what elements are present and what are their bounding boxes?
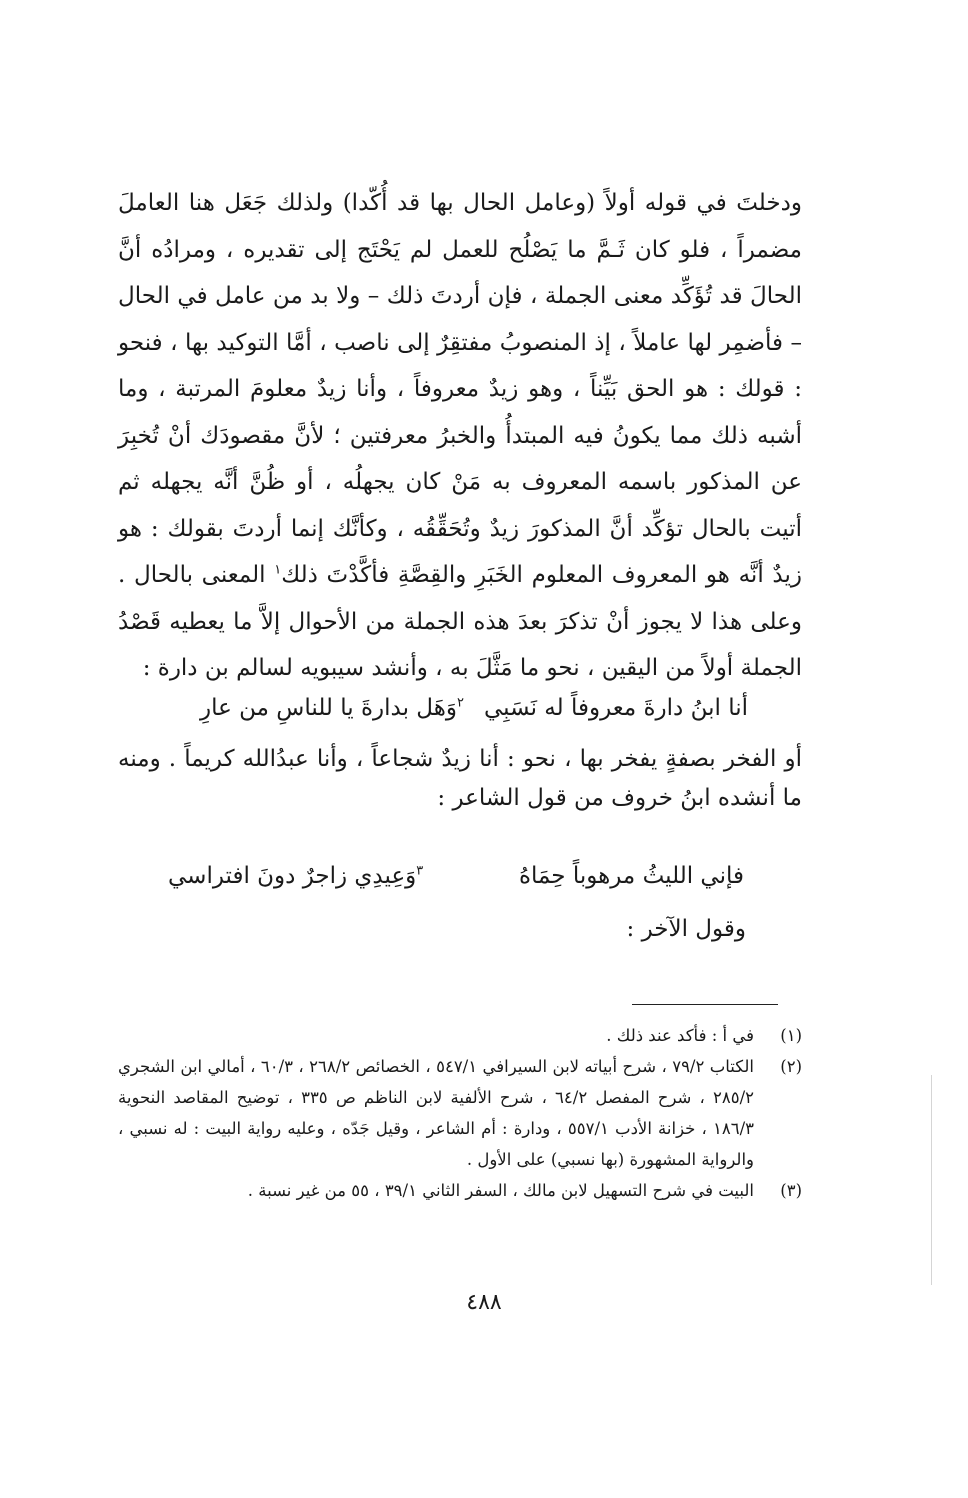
verse-1-first-hemistich: أنا ابنُ دارةَ معروفاً له نَسَبِي [483, 695, 748, 721]
footnotes [118, 1020, 802, 1206]
footnote-3 [118, 1175, 802, 1206]
footnote-number: (٣) [780, 1181, 802, 1200]
verse-2-first-hemistich: فإني الليثُ مرهوباً حِمَاهُ [518, 863, 744, 889]
footnote-2 [118, 1051, 802, 1175]
page-number: ٤٨٨ [466, 1290, 502, 1315]
footnote-ref-3: ٣ [416, 863, 424, 879]
footnote-text: في أ : فأكد عند ذلك . [606, 1026, 754, 1045]
paragraph-2: أو الفخر بصفةٍ يفخر بها ، نحو : أنا زيدٌ شجاعاً ، وأنا عبدُالله كريماً . ومنه ما أنشده ابنُ خروف من قول الشاعر : [118, 746, 802, 811]
footnote-1 [118, 1020, 802, 1051]
footnote-ref-2: ٢ [456, 695, 464, 711]
paragraph-text: ودخلتَ في قوله أولاً (وعامل الحال بها قد أُكّدا) ولذلك جَعَل هنا العاملَ مضمراً ، فلو كان ثَـمَّ ما يَصْلُح للعمل لم يَحْتَج إلى تقديره ، ومرادُه أنَّ الحالَ قد تُؤَكِّد معنى الجملة ، فإن أردتَ ذلك – ولا بد من عامل في الحال – فأضمِر لها عاملاً ، إذ المنصوبُ مفتقِرٌ إلى ناصب ، أمَّا التوكيد بها ، فنحو : قولك : هو الحق بَيِّناً ، وهو زيدٌ معروفاً ، وأنا زيدٌ معلومَ المرتبة ، وما أشبه ذلك مما يكونُ فيه المبتدأُ والخبرُ معرفتين ؛ لأنَّ مقصودَك أنْ تُخبِرَ عن المذكور باسمه المعروف به مَنْ كان يجهلُه ، أو ظُنَّ أنَّه يجهله ثم أتيت بالحال تؤكِّد أنَّ المذكورَ زيدٌ وتُحَقِّقُه ، وكأنَّك إنما أردتَ بقولك : هو زيدٌ أنَّه هو المعروف المعلوم الخَبَرِ والقِصَّةِ فأكَّدْتَ ذلك [118, 190, 802, 588]
scan-margin-line [931, 1075, 932, 1285]
paragraph-text-tail: المعنى بالحال . وعلى هذا لا يجوز أنْ تذكرَ بعدَ هذه الجملة من الأحوال إلاَّ ما يعطيه قَصْدُ الجملة أولاً من اليقين ، نحو ما مَثَّلَ به ، وأنشد سيبويه لسالم بن دارة : [118, 562, 802, 681]
verse-1-second-hemistich-wrap [200, 688, 464, 728]
verse-1-second-hemistich: وَهَل بدارةَ يا للناسِ من عارِ [200, 695, 457, 721]
paragraph-3: وقول الآخر : [626, 916, 746, 942]
verse-2-second-hemistich-wrap [168, 856, 423, 896]
footnote-text: الكتاب ٧٩/٢ ، شرح أبياته لابن السيرافي ٥٤٧/١ ، الخصائص ٢٦٨/٢ ، ٦٠/٣ ، أمالي ابن الشجري ٢٨٥/٢ ، شرح المفصل ٦٤/٢ ، شرح الألفية لابن الناظم ص ٣٣٥ ، توضيح المقاصد النحوية ١٨٦/٣ ، خزانة الأدب ٥٥٧/١ ، ودارة : أم الشاعر ، وقيل جَدّه ، وعليه رواية البيت : له نسبي ، والرواية المشهورة (بها نسبي) على الأول . [118, 1057, 755, 1169]
footnote-separator [632, 1004, 778, 1005]
footnote-text: البيت في شرح التسهيل لابن مالك ، السفر الثاني ٣٩/١ ، ٥٥ من غير نسبة . [247, 1181, 754, 1200]
footnote-number: (١) [780, 1026, 802, 1045]
footnote-number: (٢) [780, 1057, 802, 1076]
footnote-ref-1: ١ [274, 562, 282, 578]
main-paragraph [118, 180, 802, 692]
verse-2-second-hemistich: وَعِيدِي زاجرٌ دونَ افتراسي [168, 863, 417, 889]
